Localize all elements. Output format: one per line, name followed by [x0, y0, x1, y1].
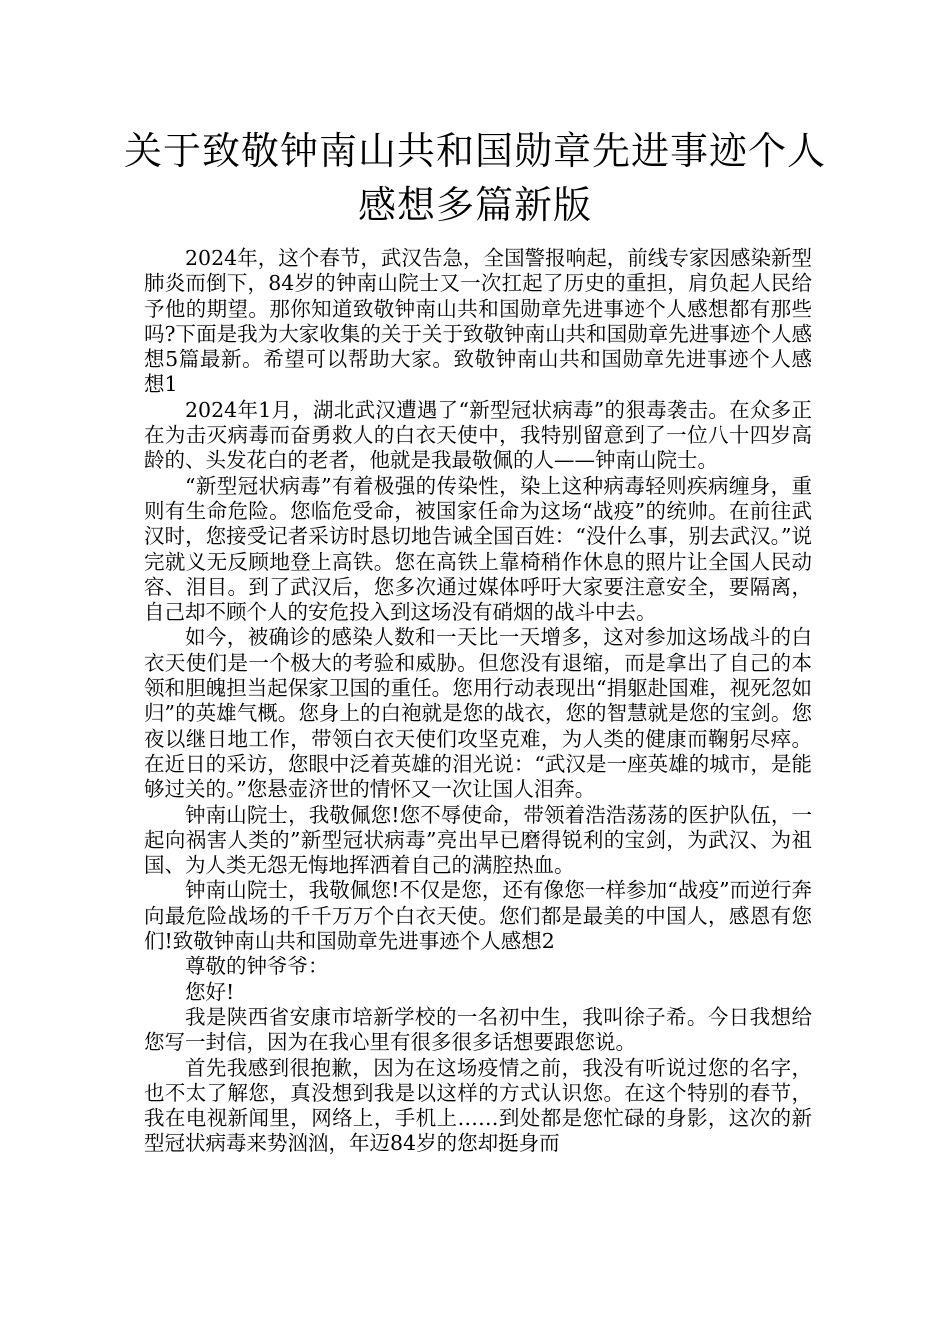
document-body [144, 246, 812, 1157]
paragraph: 我是陕西省安康市培新学校的一名初中生，我叫徐子希。今日我想给您写一封信，因为在我心里有很多很多话想要跟您说。 [144, 1004, 812, 1055]
letter-salutation: 尊敬的钟爷爷： [185, 954, 329, 979]
paragraph: 首先我感到很抱歉，因为在这场疫情之前，我没有听说过您的名字，也不太了解您，真没想到我是以这样的方式认识您。在这个特别的春节，我在电视新闻里，网络上，手机上……到处都是您忙碌的身影，这次的新型冠状病毒来势汹汹，年迈84岁的您却挺身而 [144, 1055, 812, 1156]
letter-greeting: 您好! [185, 979, 235, 1004]
paragraph: 2024年1月，湖北武汉遭遇了“新型冠状病毒”的狠毒袭击。在众多正在为击灭病毒而奋勇救人的白衣天使中，我特别留意到了一位八十四岁高龄的、头发花白的老者，他就是我最敬佩的人——钟南山院士。 [144, 397, 812, 473]
document-title: 关于致敬钟南山共和国勋章先进事迹个人感想多篇新版 [123, 129, 826, 227]
paragraph: “新型冠状病毒”有着极强的传染性，染上这种病毒轻则疾病缠身，重则有生命危险。您临危受命，被国家任命为这场“战疫”的统帅。在前往武汉时，您接受记者采访时恳切地告诫全国百姓：“没什么事，别去武汉。”说完就义无反顾地登上高铁。您在高铁上靠椅稍作休息的照片让全国人民动容、泪目。到了武汉后，您多次通过媒体呼吁大家要注意安全，要隔离，自己却不顾个人的安危投入到这场没有硝烟的战斗中去。 [144, 473, 812, 625]
paragraph: 如今，被确诊的感染人数和一天比一天增多，这对参加这场战斗的白衣天使们是一个极大的考验和威胁。但您没有退缩，而是拿出了自己的本领和胆魄担当起保家卫国的重任。您用行动表现出“捐躯赴国难，视死忽如归”的英雄气概。您身上的白袍就是您的战衣，您的智慧就是您的宝剑。您夜以继日地工作，带领白衣天使们攻坚克难，为人类的健康而鞠躬尽瘁。在近日的采访，您眼中泛着英雄的泪光说：“武汉是一座英雄的城市，是能够过关的。”您悬壶济世的情怀又一次让国人泪奔。 [144, 625, 812, 802]
paragraph: 钟南山院士，我敬佩您!您不辱使命，带领着浩浩荡荡的医护队伍，一起向祸害人类的”新型冠状病毒”亮出早已磨得锐利的宝剑，为武汉、为祖国、为人类无怨无悔地挥洒着自己的满腔热血。 [144, 802, 812, 878]
paragraph-intro: 2024年，这个春节，武汉告急，全国警报响起，前线专家因感染新型肺炎而倒下，84岁的钟南山院士又一次扛起了历史的重担，肩负起人民给予他的期望。那你知道致敬钟南山共和国勋章先进事迹个人感想都有那些吗?下面是我为大家收集的关于关于致敬钟南山共和国勋章先进事迹个人感想5篇最新。希望可以帮助大家。致敬钟南山共和国勋章先进事迹个人感想1 [144, 246, 812, 397]
paragraph: 钟南山院士，我敬佩您!不仅是您，还有像您一样参加“战疫”而逆行奔向最危险战场的千千万万个白衣天使。您们都是最美的中国人，感恩有您们!致敬钟南山共和国勋章先进事迹个人感想2 [144, 878, 812, 954]
